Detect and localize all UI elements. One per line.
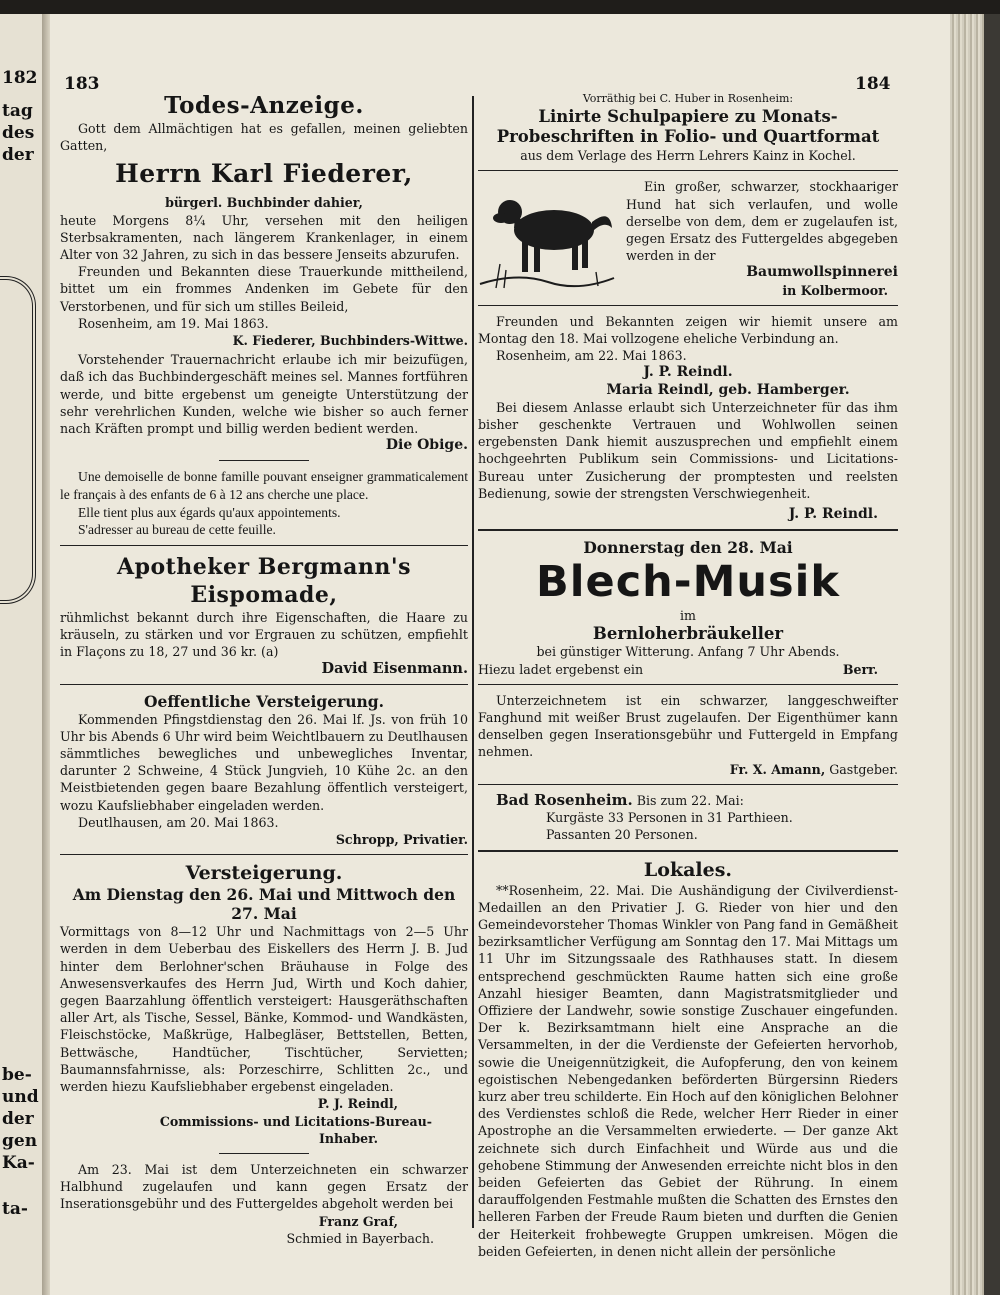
french-tutor-ad bbox=[60, 468, 468, 538]
left-column bbox=[60, 92, 468, 1247]
bath-until: Bis zum 22. Mai: bbox=[636, 792, 744, 808]
marriage-signature-groom: J. P. Reindl. bbox=[643, 364, 733, 381]
prev-page-fragment: Ka- bbox=[2, 1153, 35, 1173]
paper-ad-source: aus dem Verlage des Herrn Lehrers Kainz in Kochel. bbox=[520, 148, 856, 164]
paper-ad-heading: Linirte Schulpapiere zu Monats-Probeschriften in Folio- und Quartformat bbox=[496, 107, 880, 147]
separator bbox=[478, 305, 898, 306]
watchdog-signature-role: Gastgeber. bbox=[829, 761, 898, 777]
stray-dog-notice bbox=[60, 1161, 468, 1247]
separator bbox=[60, 854, 468, 855]
pomade-ad bbox=[60, 553, 468, 678]
auction-body: Vormittags von 8—12 Uhr und Nachmittags von 2—5 Uhr werden in dem Ueberbau des Eiskellers des Herrn J. B. Jud hinter dem Berlohner'schen Bräuhause in Folge des Anwesensverkaufes des Herrn Jud, Wirth und Koch dahier, gegen Baarzahlung öffentlich versteigert: Hausgeräthschaften aller Art, als Tische, Sessel, Bänke, Kommod- und Wandkästen, Fleischstöcke, Maßkrüge, Halbegläser, Bettstellen, Betten, Bettwäsche, Handtücher, Tischtücher, Servietten; Baumannsfahrnisse, als: Porzeschirre, Schlitten 2c., und werden hiezu Kaufsliebhaber ergebenst eingeladen. bbox=[60, 924, 468, 1095]
public-auction-body: Kommenden Pfingstdienstag den 26. Mai lf. Js. von früh 10 Uhr bis Abends 6 Uhr wird beim Weichtlbauern zu Deutlhausen sämmtliches bewegliches und unbewegliches Inventar, darunter 2 Schweine, 4 Stück Jungvieh, 10 Kühe 2c. an den Meistbietenden gegen baare Bezahlung öffentlich versteigert, wozu Kaufsliebhaber eingeladen werden. bbox=[60, 711, 468, 813]
prev-page-fragment: be- bbox=[2, 1065, 32, 1085]
bath-notice bbox=[478, 792, 898, 844]
right-column bbox=[478, 90, 898, 1260]
paper-ad-availability: Vorräthig bei C. Huber in Rosenheim: bbox=[582, 92, 794, 105]
prev-page-fragment: und bbox=[2, 1087, 39, 1107]
death-notice-dateline: Rosenheim, am 19. Mai 1863. bbox=[78, 315, 269, 331]
lost-dog-firm: Baumwollspinnerei bbox=[746, 264, 898, 281]
prev-page-fragment: gen bbox=[2, 1131, 38, 1151]
ornamental-border bbox=[0, 276, 36, 604]
marriage-dateline: Rosenheim, am 22. Mai 1863. bbox=[496, 348, 687, 364]
french-ad-text: Une demoiselle de bonne famille pouvant enseigner grammaticalement le français à des enfants de 6 à 12 ans cherche une place. bbox=[60, 469, 468, 503]
death-notice bbox=[60, 92, 468, 454]
prev-page-fragment: des bbox=[2, 123, 35, 143]
separator bbox=[478, 784, 898, 785]
dog-illustration bbox=[478, 178, 616, 296]
french-ad-contact: S'adresser au bureau de cette feuille. bbox=[78, 522, 276, 538]
brass-music-details: bei günstiger Witterung. Anfang 7 Uhr Abends. bbox=[536, 644, 840, 660]
prev-page-fragment: ta- bbox=[2, 1199, 28, 1219]
auction-notice bbox=[60, 862, 468, 1147]
brass-music-invite-text: Hiezu ladet ergebenst ein bbox=[478, 661, 644, 677]
auction-heading: Versteigerung. bbox=[185, 862, 343, 885]
marriage-notice bbox=[478, 313, 898, 523]
book-spine bbox=[42, 14, 50, 1295]
marriage-body: Freunden und Bekannten zeigen wir hiemit unsere am Montag den 18. Mai vollzogene eheliche Verbindung an. bbox=[478, 313, 898, 347]
watchdog-signature bbox=[478, 761, 898, 778]
prev-page-number: 182 bbox=[2, 68, 38, 88]
brass-music-ad bbox=[478, 538, 898, 678]
auction-signature-role: Commissions- und Licitations-Bureau- bbox=[159, 1113, 432, 1129]
separator bbox=[60, 684, 468, 685]
brass-music-im: im bbox=[680, 608, 696, 624]
watchdog-notice bbox=[478, 692, 898, 778]
separator bbox=[478, 850, 898, 852]
death-notice-intro: Gott dem Allmächtigen hat es gefallen, meinen geliebten Gatten, bbox=[60, 121, 468, 154]
public-auction-dateline: Deutlhausen, am 20. Mai 1863. bbox=[78, 814, 279, 830]
death-notice-heading: Todes-Anzeige. bbox=[164, 92, 364, 119]
lost-dog-row bbox=[478, 178, 898, 298]
bath-heading: Bad Rosenheim. bbox=[496, 790, 633, 809]
lost-dog-body: Ein großer, schwarzer, stockhaariger Hund hat sich verlaufen, und wolle derselbe von dem, dem er zugelaufen ist, gegen Ersatz des Futtergeldes abgegeben werden in der bbox=[626, 179, 898, 264]
auction-signature-role-2: Inhaber. bbox=[318, 1130, 378, 1146]
scan-top-border bbox=[0, 0, 1000, 14]
brass-music-venue: Bernloherbräukeller bbox=[592, 624, 784, 644]
deceased-title: bürgerl. Buchbinder dahier, bbox=[165, 195, 363, 211]
death-notice-request: Freunden und Bekannten diese Trauerkunde mittheilend, bittet um ein frommes Andenken im Gebete für den Verstorbenen, und für sich um stilles Beileid, bbox=[60, 264, 468, 314]
local-news-heading: Lokales. bbox=[643, 858, 733, 881]
local-news-body: **Rosenheim, 22. Mai. Die Aushändigung der Civilverdienst-Medaillen an den Privatier J. G. Rieder von hier und den Gemeindevorsteher Thomas Winkler von Pang fand in Gemäßheit bezirksamtlicher Verfügung am Sonntag den 17. Mai Mittags um 11 Uhr im Sitzungssaale des Rathhauses statt. In diesem entsprechend geschmückten Raume hatten sich eine große Anzahl hiesiger Beamten, dann Magistratsmitglieder und Offiziere der Landwehr, sowie sonstige Zuschauer eingefunden. Der k. Bezirksamtmann hielt eine Ansprache an die Versammelten, in der die Verdienste der Gefeierten hervorhob, sowie die Uneigennützigkeit, die Aufopferung, den von keinem egoistischen Nebengedanken beförderten Bürgersinn Rieders kurz aber treu schilderte. Ein Hoch auf den königlichen Belohner des Verdienstes schloß die Rede, welcher Herr Rieder in einer Apostrophe an die Versammelten erwiederte. — Der ganze Akt zeichnete sich durch Einfachheit und Würde aus und die gehobene Stimmung der Anwesenden erreichte nicht blos in den beiden Gefeierten das Gebiet der Rührung. In einem darauffolgenden Festmahle mußten die Schatten des Ernstes den helleren Farben der Freude Raum bieten und durften die Genien der Heiterkeit frohbewegte Gruppen umkreisen. Mögen die beiden Gefeierten, in denen nicht allein der persönliche bbox=[478, 882, 898, 1259]
previous-page-strip bbox=[0, 14, 42, 1295]
auction-dates: Am Dienstag den 26. Mai und Mittwoch den 27. Mai bbox=[72, 885, 456, 924]
lost-dog-place: in Kolbermoor. bbox=[782, 282, 888, 298]
lost-dog-text-block bbox=[626, 178, 898, 298]
prev-page-fragment: der bbox=[2, 1109, 34, 1129]
stray-dog-signature-name: Franz Graf, bbox=[318, 1213, 398, 1229]
death-notice-signature: K. Fiederer, Buchbinders-Wittwe. bbox=[232, 333, 468, 349]
business-notice-body: Bei diesem Anlasse erlaubt sich Unterzeichneter für das ihm bisher geschenkte Vertrauen und Wohlwollen seinen ergebensten Dank hiemit auszusprechen und empfiehlt einem hochgeehrten Publikum sein Commissions- und Licitations-Bureau unter Zusicherung der promptesten und reelsten Bedienung, sowie der strengsten Verschwiegenheit. bbox=[478, 399, 898, 501]
business-continuation-signature: Die Obige. bbox=[385, 437, 468, 454]
separator bbox=[219, 1153, 309, 1154]
watchdog-body: Unterzeichnetem ist ein schwarzer, langgeschweifter Fanghund mit weißer Brust zugelaufen. Der Eigenthümer kann denselben gegen Inserationsgebühr und Futtergeld in Empfang nehmen. bbox=[478, 692, 898, 760]
brass-music-invite bbox=[478, 661, 898, 678]
public-auction-notice bbox=[60, 692, 468, 849]
local-news bbox=[478, 859, 898, 1260]
brass-music-date: Donnerstag den 28. Mai bbox=[583, 538, 793, 558]
stray-dog-body: Am 23. Mai ist dem Unterzeichneten ein schwarzer Halbhund zugelaufen und kann gegen Ersatz der Inserationsgebühr und des Futtergeldes abgeholt werden bei bbox=[60, 1161, 468, 1212]
business-notice-signature: J. P. Reindl. bbox=[788, 506, 878, 523]
separator bbox=[478, 170, 898, 171]
stray-dog-signature-place: Schmied in Bayerbach. bbox=[286, 1230, 434, 1246]
french-ad-terms: Elle tient plus aux égards qu'aux appointements. bbox=[78, 504, 341, 520]
bath-passants: Passanten 20 Personen. bbox=[546, 827, 698, 843]
page-number-right: 184 bbox=[855, 74, 891, 94]
column-divider bbox=[472, 96, 474, 1228]
marriage-signature-bride: Maria Reindl, geb. Hamberger. bbox=[606, 381, 850, 398]
business-continuation: Vorstehender Trauernachricht erlaube ich mir beizufügen, daß ich das Buchbindergeschäft meines sel. Mannes fortführen werde, und bitte ergebenst um geneigte Unterstützung der sehr verehrlichen Kunden, welche wie bisher so auch ferner nach Kräften prompt und billig werden bedient werden. bbox=[60, 352, 468, 437]
watchdog-signature-name: Fr. X. Amann, bbox=[729, 761, 826, 777]
auction-signature-name: P. J. Reindl, bbox=[317, 1096, 398, 1112]
prev-page-fragment: der bbox=[2, 145, 34, 165]
deceased-name: Herrn Karl Fiederer, bbox=[115, 159, 413, 189]
death-notice-body: heute Morgens 8¼ Uhr, versehen mit den heiligen Sterbsakramenten, nach längerem Krankenlager, in einem Alter von 32 Jahren, zu sich in das bessere Jenseits abzurufen. bbox=[60, 212, 468, 263]
public-auction-signature: Schropp, Privatier. bbox=[335, 832, 468, 848]
public-auction-heading: Oeffentliche Versteigerung. bbox=[143, 691, 385, 711]
edge-shadow bbox=[984, 14, 1000, 1295]
separator bbox=[219, 460, 309, 461]
paper-ad bbox=[478, 90, 898, 164]
brass-music-heading: Blech-Musik bbox=[536, 557, 840, 608]
brass-music-signature: Berr. bbox=[842, 661, 878, 677]
pomade-ad-body: rühmlichst bekannt durch ihre Eigenschaften, die Haare zu kräuseln, zu stärken und vor Ergrauen zu schützen, empfiehlt in Flaçons zu 18, 27 und 36 kr. (a) bbox=[60, 609, 468, 660]
prev-page-fragment: tag bbox=[2, 101, 33, 121]
pomade-ad-heading: Apotheker Bergmann's Eispomade, bbox=[117, 553, 411, 608]
bath-guests: Kurgäste 33 Personen in 31 Parthieen. bbox=[546, 810, 793, 826]
separator bbox=[60, 545, 468, 546]
separator bbox=[478, 684, 898, 685]
pomade-ad-signature: David Eisenmann. bbox=[321, 660, 468, 678]
lost-dog-ad bbox=[478, 178, 898, 298]
separator bbox=[478, 529, 898, 531]
bath-heading-line bbox=[478, 792, 898, 809]
page-number-left: 183 bbox=[64, 74, 100, 94]
